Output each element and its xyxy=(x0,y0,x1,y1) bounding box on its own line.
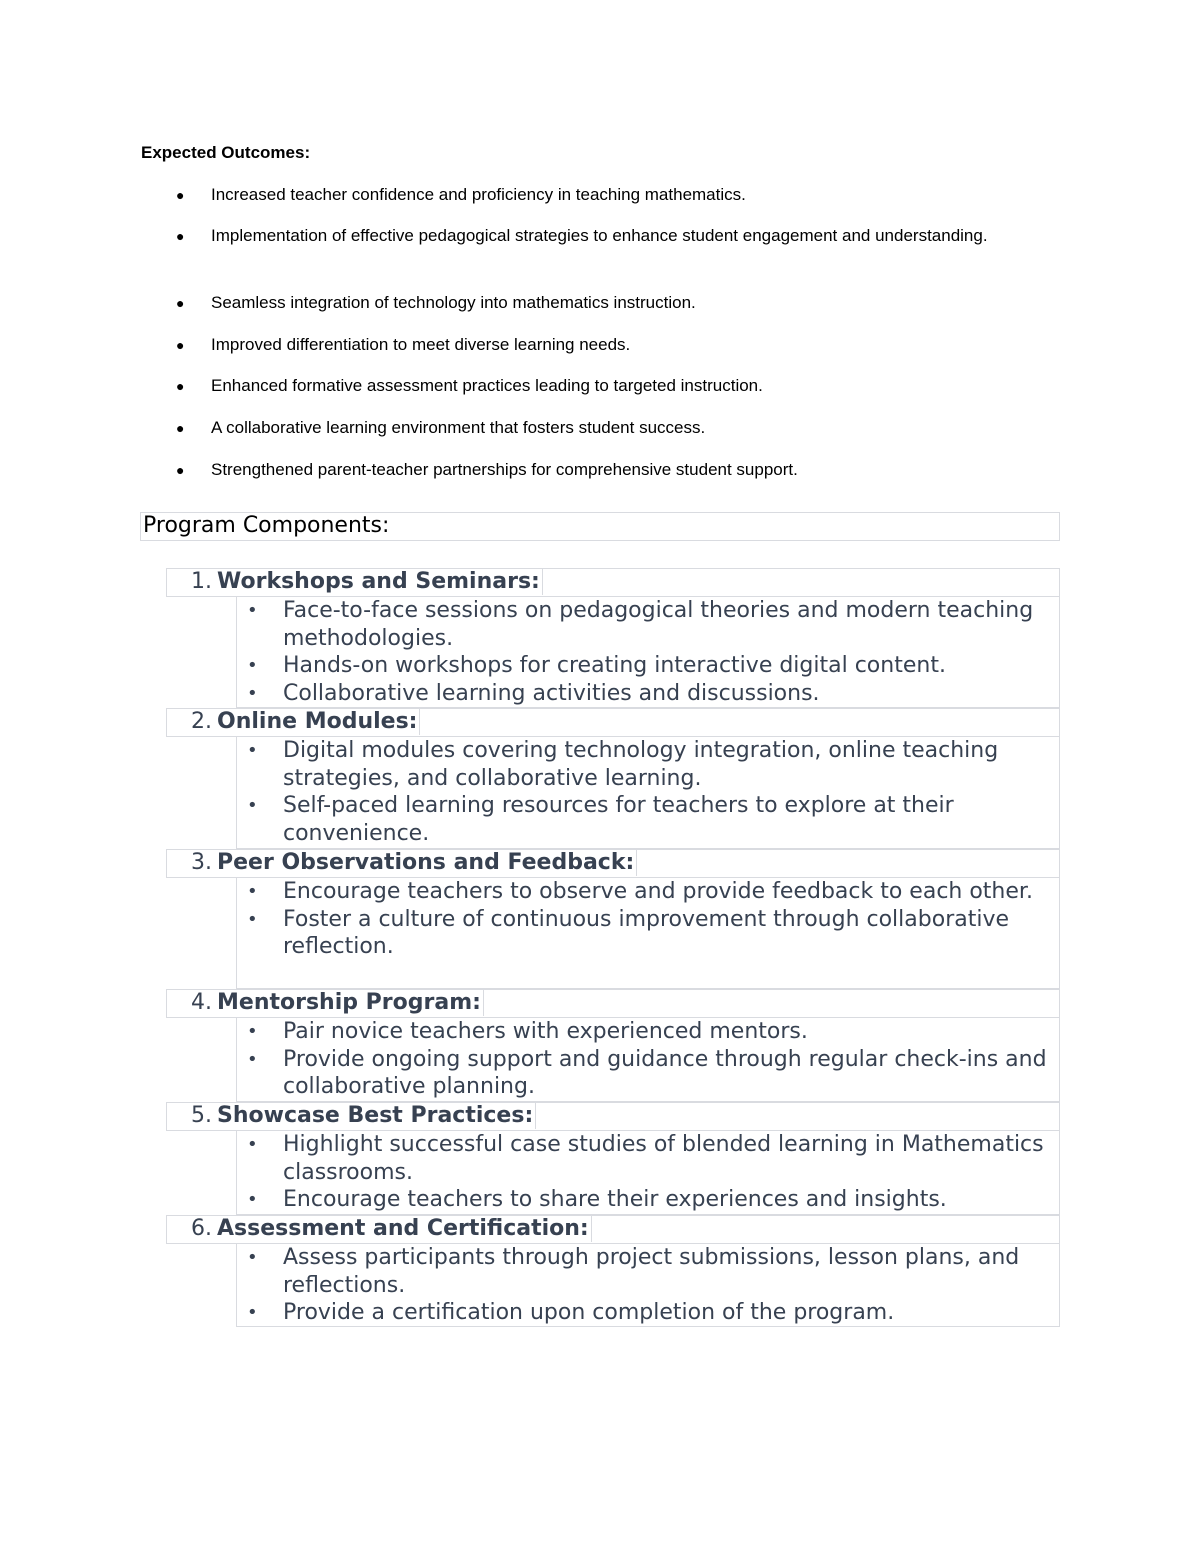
component-point xyxy=(237,1018,1059,1046)
program-components-heading: Program Components: xyxy=(143,513,390,538)
component-points-list xyxy=(237,737,1059,847)
component-point-text: Provide a certification upon completion of the program. xyxy=(283,1300,895,1325)
outcome-item xyxy=(176,182,1011,208)
outcome-item xyxy=(176,415,1011,441)
outcome-item xyxy=(176,332,1011,358)
component-number: 6. xyxy=(191,1216,212,1241)
bullet-icon: • xyxy=(247,1021,258,1042)
filled-circle-bullet-icon: ● xyxy=(176,378,185,394)
component-point xyxy=(237,597,1059,652)
component-points-list xyxy=(237,1244,1059,1327)
component-point xyxy=(237,878,1059,906)
component-number: 3. xyxy=(191,850,212,875)
outcome-text: Implementation of effective pedagogical strategies to enhance student engagement and understanding. xyxy=(211,226,988,245)
component-point-text: Encourage teachers to observe and provide feedback to each other. xyxy=(283,879,1033,904)
component-point xyxy=(237,1131,1059,1186)
bullet-icon: • xyxy=(247,1302,258,1323)
component-heading xyxy=(166,1215,1060,1244)
filled-circle-bullet-icon: ● xyxy=(176,420,185,436)
component-points-list xyxy=(237,1131,1059,1214)
component-title: Mentorship Program: xyxy=(217,990,481,1015)
component-heading xyxy=(166,568,1060,597)
filled-circle-bullet-icon: ● xyxy=(176,295,185,311)
component-number: 4. xyxy=(191,990,212,1015)
component-title: Showcase Best Practices: xyxy=(217,1103,534,1128)
component-points-list xyxy=(237,597,1059,707)
component-point-text: Foster a culture of continuous improvement through collaborative reflection. xyxy=(283,906,1010,959)
bullet-icon: • xyxy=(247,881,258,902)
component-body xyxy=(236,737,1060,849)
outcome-item xyxy=(176,457,1011,483)
expected-outcomes-heading: Expected Outcomes: xyxy=(141,143,311,162)
component-point-text: Pair novice teachers with experienced mentors. xyxy=(283,1019,808,1044)
component-point xyxy=(237,1244,1059,1299)
component-point-text: Digital modules covering technology integration, online teaching strategies, and collaborative learning. xyxy=(283,738,999,791)
component-title: Online Modules: xyxy=(217,709,418,734)
filled-circle-bullet-icon: ● xyxy=(176,228,185,244)
component-heading xyxy=(166,989,1060,1018)
outcome-item xyxy=(176,290,1011,316)
outcome-text: Seamless integration of technology into mathematics instruction. xyxy=(211,293,696,312)
component-title: Assessment and Certification: xyxy=(217,1216,589,1241)
bullet-icon: • xyxy=(247,908,258,930)
component-point-text: Face-to-face sessions on pedagogical theories and modern teaching methodologies. xyxy=(283,598,1034,651)
bullet-icon: • xyxy=(247,682,258,704)
component-number: 1. xyxy=(191,569,212,594)
component-body xyxy=(236,878,1060,989)
filled-circle-bullet-icon: ● xyxy=(176,187,185,203)
filled-circle-bullet-icon: ● xyxy=(176,337,185,353)
component-body xyxy=(236,1131,1060,1215)
outcome-text: Enhanced formative assessment practices leading to targeted instruction. xyxy=(211,376,763,395)
component-point xyxy=(237,652,1059,680)
component-title: Workshops and Seminars: xyxy=(217,569,540,594)
component-point xyxy=(237,1299,1059,1327)
component-heading xyxy=(166,1102,1060,1131)
bullet-icon: • xyxy=(247,1134,258,1155)
component-point xyxy=(237,680,1059,708)
component-point-text: Provide ongoing support and guidance through regular check-ins and collaborative planning. xyxy=(283,1046,1047,1099)
component-number: 2. xyxy=(191,709,212,734)
filled-circle-bullet-icon: ● xyxy=(176,462,185,478)
bullet-icon: • xyxy=(247,795,258,816)
component-point-text: Self-paced learning resources for teachers to explore at their convenience. xyxy=(283,793,954,846)
component-points-list xyxy=(237,878,1059,961)
component-heading-inner xyxy=(167,1102,536,1129)
bullet-icon: • xyxy=(247,600,258,621)
bullet-icon: • xyxy=(247,740,258,761)
component-heading-inner xyxy=(167,708,420,735)
component-heading-inner xyxy=(167,989,484,1016)
component-point xyxy=(237,1046,1059,1101)
component-body xyxy=(236,597,1060,708)
component-point xyxy=(237,737,1059,792)
component-point-text: Hands-on workshops for creating interactive digital content. xyxy=(283,653,946,678)
outcome-text: Increased teacher confidence and proficiency in teaching mathematics. xyxy=(211,185,746,204)
component-point-text: Encourage teachers to share their experiences and insights. xyxy=(283,1187,947,1212)
bullet-icon: • xyxy=(247,1247,258,1268)
component-point-text: Assess participants through project submissions, lesson plans, and reflections. xyxy=(283,1245,1020,1298)
component-point-text: Highlight successful case studies of blended learning in Mathematics classrooms. xyxy=(283,1132,1044,1185)
component-point-text: Collaborative learning activities and discussions. xyxy=(283,680,820,706)
outcome-text: Improved differentiation to meet diverse learning needs. xyxy=(211,335,631,354)
component-number: 5. xyxy=(191,1103,212,1128)
component-point xyxy=(237,1186,1059,1214)
component-heading-inner xyxy=(167,1215,592,1242)
outcome-item xyxy=(176,223,991,249)
component-body xyxy=(236,1018,1060,1102)
component-points-list xyxy=(237,1018,1059,1101)
component-title: Peer Observations and Feedback: xyxy=(217,850,635,875)
outcome-item xyxy=(176,373,1011,399)
component-body xyxy=(236,1244,1060,1327)
bullet-icon: • xyxy=(247,655,258,676)
component-heading-inner xyxy=(167,568,543,595)
component-point xyxy=(237,792,1059,847)
program-components-heading-box xyxy=(140,512,1060,541)
component-heading xyxy=(166,708,1060,737)
component-point xyxy=(237,906,1059,961)
component-heading-inner xyxy=(167,849,637,876)
bullet-icon: • xyxy=(247,1048,258,1070)
component-heading xyxy=(166,849,1060,878)
outcome-text: Strengthened parent-teacher partnerships for comprehensive student support. xyxy=(211,460,798,479)
outcome-text: A collaborative learning environment that fosters student success. xyxy=(211,418,706,437)
bullet-icon: • xyxy=(247,1189,258,1210)
